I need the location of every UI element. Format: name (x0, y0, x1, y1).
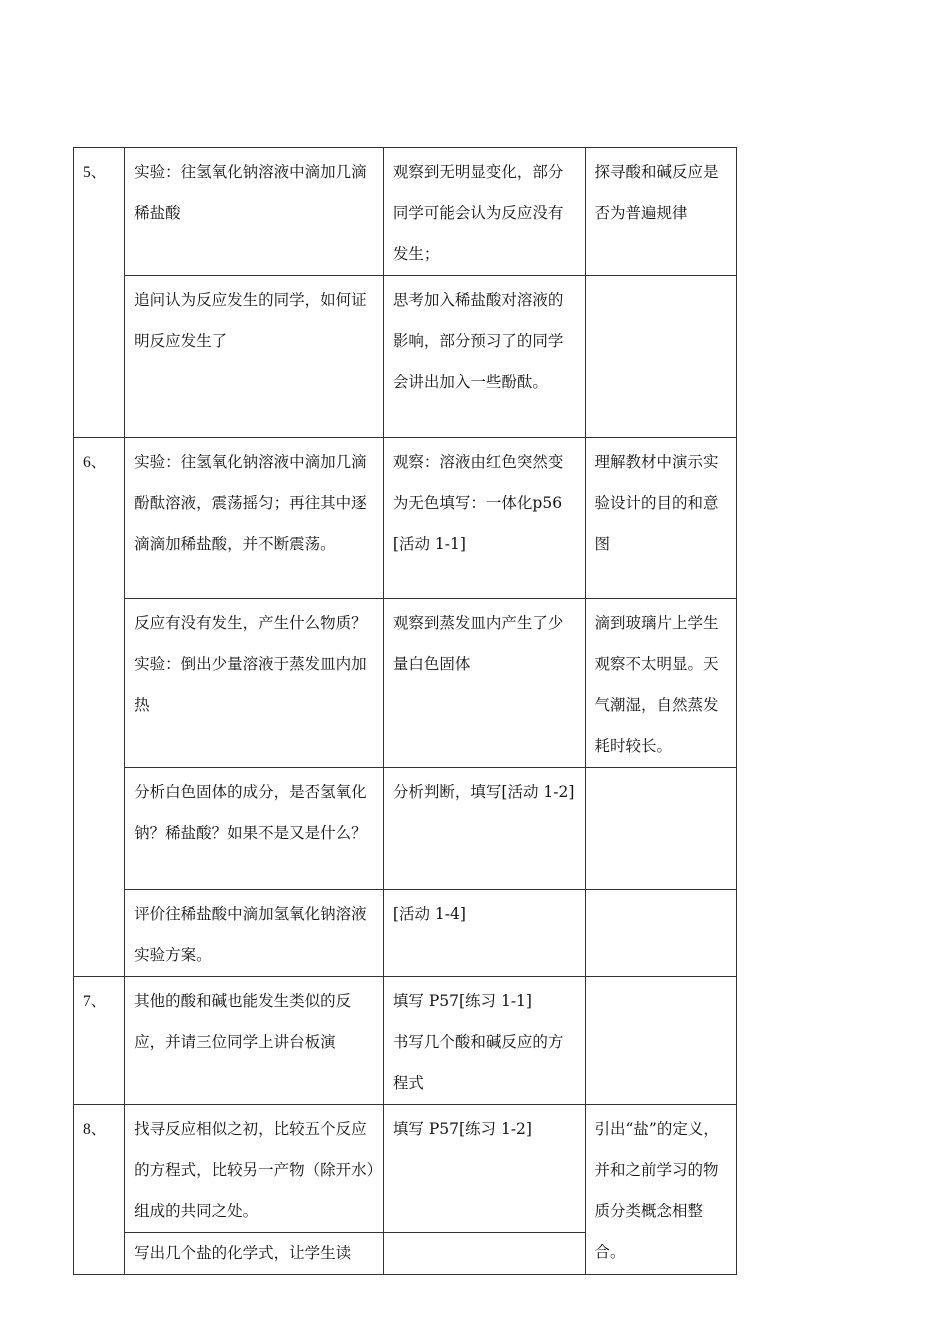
design-intent-cell (585, 276, 737, 438)
design-intent-cell (585, 768, 737, 890)
table-row (74, 276, 737, 438)
teacher-activity-cell: 评价往稀盐酸中滴加氢氧化钠溶液实验方案。 (125, 890, 384, 977)
student-activity-cell: 观察到无明显变化，部分同学可能会认为反应没有发生； (383, 148, 585, 276)
design-intent-cell: 滴到玻璃片上学生观察不太明显。天气潮湿，自然蒸发耗时较长。 (585, 599, 737, 768)
student-activity-cell: 分析判断，填写[活动 1-2] (383, 768, 585, 890)
table-row (74, 1105, 737, 1233)
step-number: 8、 (74, 1105, 125, 1275)
design-intent-cell (585, 890, 737, 977)
design-intent-cell: 探寻酸和碱反应是否为普遍规律 (585, 148, 737, 276)
teacher-activity-cell: 实验：往氢氧化钠溶液中滴加几滴稀盐酸 (125, 148, 384, 276)
student-activity-cell: 观察到蒸发皿内产生了少量白色固体 (383, 599, 585, 768)
teacher-activity-cell: 分析白色固体的成分，是否氢氧化钠？稀盐酸？如果不是又是什么？ (125, 768, 384, 890)
design-intent-cell (585, 977, 737, 1105)
lesson-plan-table (73, 147, 737, 1275)
teacher-activity-cell: 追问认为反应发生的同学，如何证明反应发生了 (125, 276, 384, 438)
teacher-activity-cell: 其他的酸和碱也能发生类似的反应，并请三位同学上讲台板演 (125, 977, 384, 1105)
student-activity-cell: 思考加入稀盐酸对溶液的影响，部分预习了的同学会讲出加入一些酚酞。 (383, 276, 585, 438)
step-number: 6、 (74, 438, 125, 977)
teacher-activity-cell: 反应有没有发生，产生什么物质？ 实验：倒出少量溶液于蒸发皿内加热 (125, 599, 384, 768)
table-row (74, 148, 737, 276)
design-intent-cell: 引出“盐”的定义，并和之前学习的物质分类概念相整合。 (585, 1105, 737, 1275)
teacher-activity-cell: 找寻反应相似之初，比较五个反应的方程式，比较另一产物（除开水）组成的共同之处。 (125, 1105, 384, 1233)
student-activity-cell: 填写 P57[练习 1-1] 书写几个酸和碱反应的方程式 (383, 977, 585, 1105)
student-activity-cell: [活动 1-4] (383, 890, 585, 977)
step-number: 5、 (74, 148, 125, 438)
table-row (74, 768, 737, 890)
table-row (74, 977, 737, 1105)
step-number: 7、 (74, 977, 125, 1105)
student-activity-cell: 观察：溶液由红色突然变为无色填写：一体化p56[活动 1-1] (383, 438, 585, 599)
teacher-activity-cell: 实验：往氢氧化钠溶液中滴加几滴酚酞溶液，震荡摇匀；再往其中逐滴滴加稀盐酸，并不断震荡。 (125, 438, 384, 599)
teacher-activity-cell: 写出几个盐的化学式，让学生读 (125, 1233, 384, 1275)
design-intent-cell: 理解教材中演示实验设计的目的和意图 (585, 438, 737, 599)
student-activity-cell: 填写 P57[练习 1-2] (383, 1105, 585, 1233)
table-row (74, 890, 737, 977)
table-row (74, 438, 737, 599)
student-activity-cell (383, 1233, 585, 1275)
table-row (74, 599, 737, 768)
